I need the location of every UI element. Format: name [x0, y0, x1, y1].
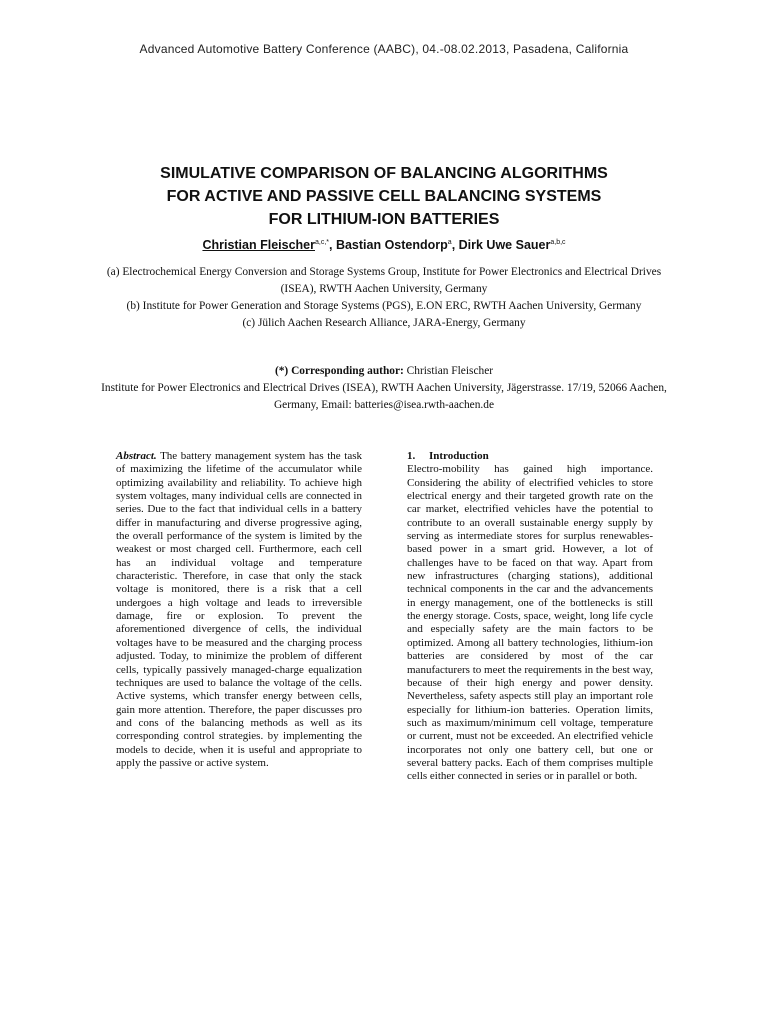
author-affiliation-marker: a,c,*	[314, 239, 329, 246]
affiliation-a: (a) Electrochemical Energy Conversion and Storage Systems Group, Institute for Power Electronics and Electrical Drives (ISEA), RWTH Aachen University, Germany	[106, 266, 662, 295]
author-name: Christian Fleischer	[202, 238, 315, 252]
conference-header: Advanced Automotive Battery Conference (AABC), 04.-08.02.2013, Pasadena, California	[139, 42, 629, 56]
introduction-text: Electro-mobility has gained high importance. Considering the ability of electrified vehicles to store electrical energy and their targeted growth rate on the car market, electrified vehicles have the potential to contribute to an overall sustainable energy supply by serving as intermediate stores for surplus renewables-based power in a smart grid. However, a lot of challenges have to be faced on that way. Apart from new infrastructures (charging stations), additional technical components in the car and the advancements in energy management, one of the bottlenecks is still the energy storage. Costs, space, weight, long life cycle and especially safety are the main factors to be optimized. Among all battery technologies, lithium-ion batteries are considered by most of the car manufacturers to meet the requirements in the best way, because of their high energy and power density. Nevertheless, safety aspects still play an important role especially for lithium-ion batteries. Operation limits, such as maximum/minimum cell voltage, temperature or current, must not be exceeded. An electrified vehicle incorporates not only one battery cell, but one or several battery packs. Each of them comprises multiple cells either connected in series or in parallel or both.	[407, 463, 653, 783]
corresponding-address: Institute for Power Electronics and Electrical Drives (ISEA), RWTH Aachen University, Jägerstrasse. 17/19, 52066 Aachen, Germany, Email: batteries@isea.rwth-aachen.de	[101, 382, 667, 411]
author-affiliation-marker: a,b,c	[550, 239, 566, 246]
title-line-2: FOR ACTIVE AND PASSIVE CELL BALANCING SYSTEMS	[166, 188, 602, 205]
section-number: 1.	[407, 450, 416, 462]
abstract-label: Abstract.	[116, 450, 157, 462]
author-list: Christian Fleischer$^{a,c,*}$, Bastian Ostendorp$^a$, Dirk Uwe Sauer$^{a,b,c}$	[202, 238, 566, 252]
abstract-text: The battery management system has the task of maximizing the lifetime of the accumulator while optimizing availability and reliability. To achieve high system voltages, many individual cells are connected in series. Due to the fact that individual cells in a battery differ in manufacturing and diverse progressive aging, the overall performance of the system is limited by the weakest or most charged cell. Furthermore, each cell has an individual voltage and temperature characteristic. Therefore, in case that only the stack voltage is monitored, there is a risk that a cell undergoes a high voltage and leads to irreversible damage, fire or explosion. To prevent the aforementioned divergence of cells, the individual voltages have to be measured and the charging process adjusted. Today, to minimize the problem of different cells, typically passively managed-charge equalization techniques are used to balance the voltage of the cells. Active systems, which transfer energy between cells, gain more attention. Therefore, the paper discusses pro and cons of the balancing methods as well as its corresponding control strategies. by implementing the models to decide, when it is useful and appropriate to apply the passive or active system.	[116, 450, 362, 769]
introduction-column	[407, 450, 653, 784]
corresponding-author	[80, 363, 688, 414]
paper-title	[60, 162, 708, 231]
section-title: Introduction	[429, 450, 489, 462]
corresponding-name: Christian Fleischer	[403, 365, 494, 377]
corresponding-label: (*) Corresponding author:	[274, 365, 404, 377]
affiliation-b: (b) Institute for Power Generation and Storage Systems (PGS), E.ON ERC, RWTH Aachen University, Germany	[126, 300, 642, 312]
affiliations	[100, 264, 668, 332]
affiliation-c: (c) Jülich Aachen Research Alliance, JARA-Energy, Germany	[242, 317, 526, 329]
author-name: Bastian Ostendorp	[335, 238, 448, 252]
section-heading	[407, 450, 653, 463]
title-line-1: SIMULATIVE COMPARISON OF BALANCING ALGORITHMS	[160, 165, 608, 182]
abstract-column	[116, 450, 362, 770]
author-affiliation-marker: a	[447, 239, 452, 246]
abstract-paragraph	[116, 450, 362, 770]
author-name: Dirk Uwe Sauer	[458, 238, 551, 252]
title-line-3: FOR LITHIUM-ION BATTERIES	[268, 211, 500, 228]
